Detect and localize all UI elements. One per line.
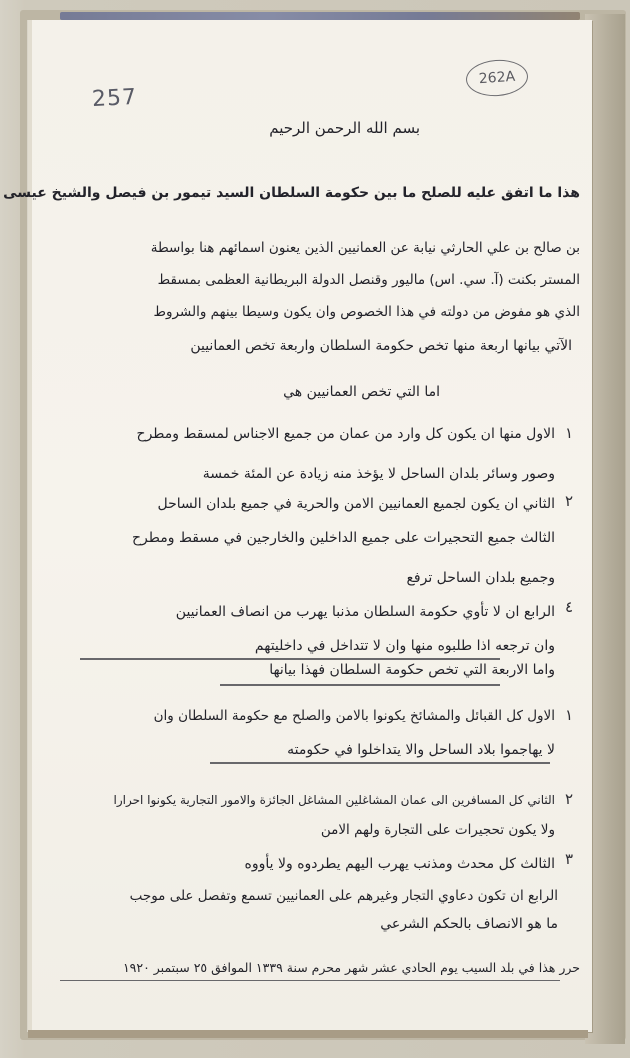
text-line: هذا ما اتفق عليه للصلح ما بين حكومة السلطان السيد تيمور بن فيصل والشيخ عيسى (3, 185, 580, 201)
item-number: ٢ (565, 790, 574, 808)
heading-basmala: بسم الله الرحمن الرحيم (269, 119, 420, 137)
item-number: ٢ (565, 492, 574, 510)
item-number: ١ (565, 424, 574, 442)
underline (220, 684, 500, 686)
text-line: بن صالح بن علي الحارثي نيابة عن العمانيين الذين يعنون اسمائهم هنا بواسطة (150, 240, 580, 256)
manuscript-page (28, 20, 592, 1032)
text-line: وجميع بلدان الساحل ترفع (406, 570, 555, 586)
page-bottom-edge (28, 1030, 588, 1038)
item-number: ٤ (565, 598, 574, 616)
folio-stamp: 262A (465, 58, 529, 98)
date-line: حرر هذا في بلد السيب يوم الحادي عشر شهر محرم سنة ١٣٣٩ الموافق ٢٥ سبتمبر ١٩٢٠ (122, 960, 580, 975)
text-line: ما هو الانصاف بالحكم الشرعي (380, 916, 558, 932)
text-line: الثالث جميع التحجيرات على جميع الداخلين والخارجين في مسقط ومطرح (132, 530, 555, 546)
text-line: واما الاربعة التي تخص حكومة السلطان فهذا بيانها (269, 662, 555, 678)
text-line: الرابع ان تكون دعاوي التجار وغيرهم على العمانيين تسمع وتفصل على موجب (129, 888, 558, 904)
text-line: وان ترجعه اذا طلبوه منها وان لا تتداخل في داخليتهم (254, 638, 555, 654)
text-line: لا يهاجموا بلاد الساحل والا يتداخلوا في حكومته (287, 742, 555, 758)
pencil-page-number: 257 (91, 84, 138, 113)
underline (210, 762, 550, 764)
item-number: ١ (565, 706, 574, 724)
underline (60, 980, 560, 981)
text-line: الذي هو مفوض من دولته في هذا الخصوص وان يكون وسيطا بينهم والشروط (153, 304, 580, 320)
item-number: ٣ (565, 850, 574, 868)
text-line: ولا يكون تحجيرات على التجارة ولهم الامن (320, 822, 555, 838)
text-line: الثاني كل المسافرين الى عمان المشاغلين المشاغل الجائزة والامور التجارية يكونوا احرارا (113, 793, 555, 807)
text-line: الثالث كل محدث ومذنب يهرب اليهم يطردوه ولا يأووه (244, 856, 555, 872)
text-line: الاول كل القبائل والمشائخ يكونوا بالامن والصلح مع حكومة السلطان وان (153, 708, 555, 724)
text-line: المستر بكنت (آ. سي. اس) ماليور وقنصل الدولة البريطانية العظمى بمسقط (157, 272, 580, 288)
text-line: الآتي بيانها اربعة منها تخص حكومة السلطان واربعة تخص العمانيين (190, 338, 572, 354)
text-line: وصور وسائر بلدان الساحل لا يؤخذ منه زيادة عن المئة خمسة (202, 466, 555, 482)
text-line: الاول منها ان يكون كل وارد من عمان من جميع الاجناس لمسقط ومطرح (136, 426, 555, 442)
text-line: الثاني ان يكون لجميع العمانيين الامن والحرية في جميع بلدان الساحل (157, 496, 555, 512)
binding-edge (60, 12, 580, 20)
text-line: الرابع ان لا تأوي حكومة السلطان مذنبا يهرب من انصاف العمانيين (175, 604, 555, 620)
text-line: اما التي تخص العمانيين هي (283, 384, 440, 400)
